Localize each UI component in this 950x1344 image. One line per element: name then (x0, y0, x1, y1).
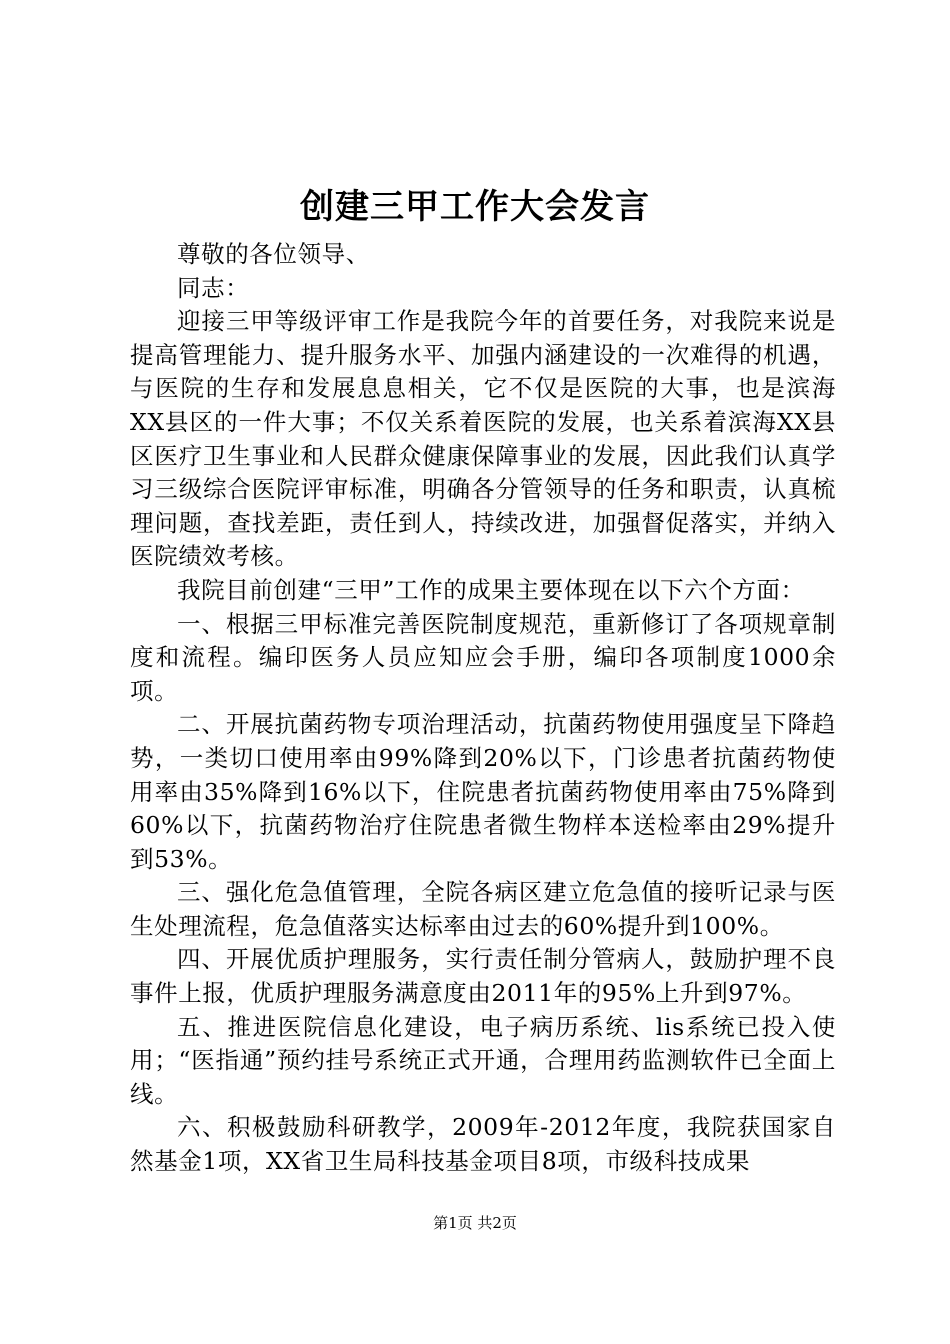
body-paragraph: 一、根据三甲标准完善医院制度规范，重新修订了各项规章制度和流程。编印医务人员应知应会手册，编印各项制度1000余项。 (130, 609, 836, 705)
document-body (130, 238, 836, 1179)
body-paragraph: 四、开展优质护理服务，实行责任制分管病人，鼓励护理不良事件上报，优质护理服务满意度由2011年的95%上升到97%。 (130, 945, 836, 1008)
body-paragraph: 六、积极鼓励科研教学，2009年-2012年度，我院获国家自然基金1项，XX省卫生局科技基金项目8项，市级科技成果 (130, 1113, 836, 1176)
document-title: 创建三甲工作大会发言 (300, 187, 650, 227)
body-paragraph: 五、推进医院信息化建设，电子病历系统、lis系统已投入使用；“医指通”预约挂号系统正式开通，合理用药监测软件已全面上线。 (130, 1012, 836, 1108)
body-paragraph: 我院目前创建“三甲”工作的成果主要体现在以下六个方面： (177, 575, 805, 604)
page-footer: 第1页 共2页 (433, 1214, 517, 1232)
salutation-line: 尊敬的各位领导、 (177, 240, 370, 268)
salutation-line: 同志： (177, 273, 250, 302)
body-paragraph: 迎接三甲等级评审工作是我院今年的首要任务，对我院来说是提高管理能力、提升服务水平、加强内涵建设的一次难得的机遇，与医院的生存和发展息息相关，它不仅是医院的大事，也是滨海XX县区的一件大事；不仅关系着医院的发展，也关系着滨海XX县区医疗卫生事业和人民群众健康保障事业的发展，因此我们认真学习三级综合医院评审标准，明确各分管领导的任务和职责，认真梳理问题，查找差距，责任到人，持续改进，加强督促落实，并纳入医院绩效考核。 (130, 307, 836, 571)
body-paragraph: 三、强化危急值管理，全院各病区建立危急值的接听记录与医生处理流程，危急值落实达标率由过去的60%提升到100%。 (130, 878, 836, 940)
body-paragraph: 二、开展抗菌药物专项治理活动，抗菌药物使用强度呈下降趋势，一类切口使用率由99%降到20%以下，门诊患者抗菌药物使用率由35%降到16%以下，住院患者抗菌药物使用率由75%降到60%以下，抗菌药物治疗住院患者微生物样本送检率由29%提升到53%。 (130, 710, 836, 873)
